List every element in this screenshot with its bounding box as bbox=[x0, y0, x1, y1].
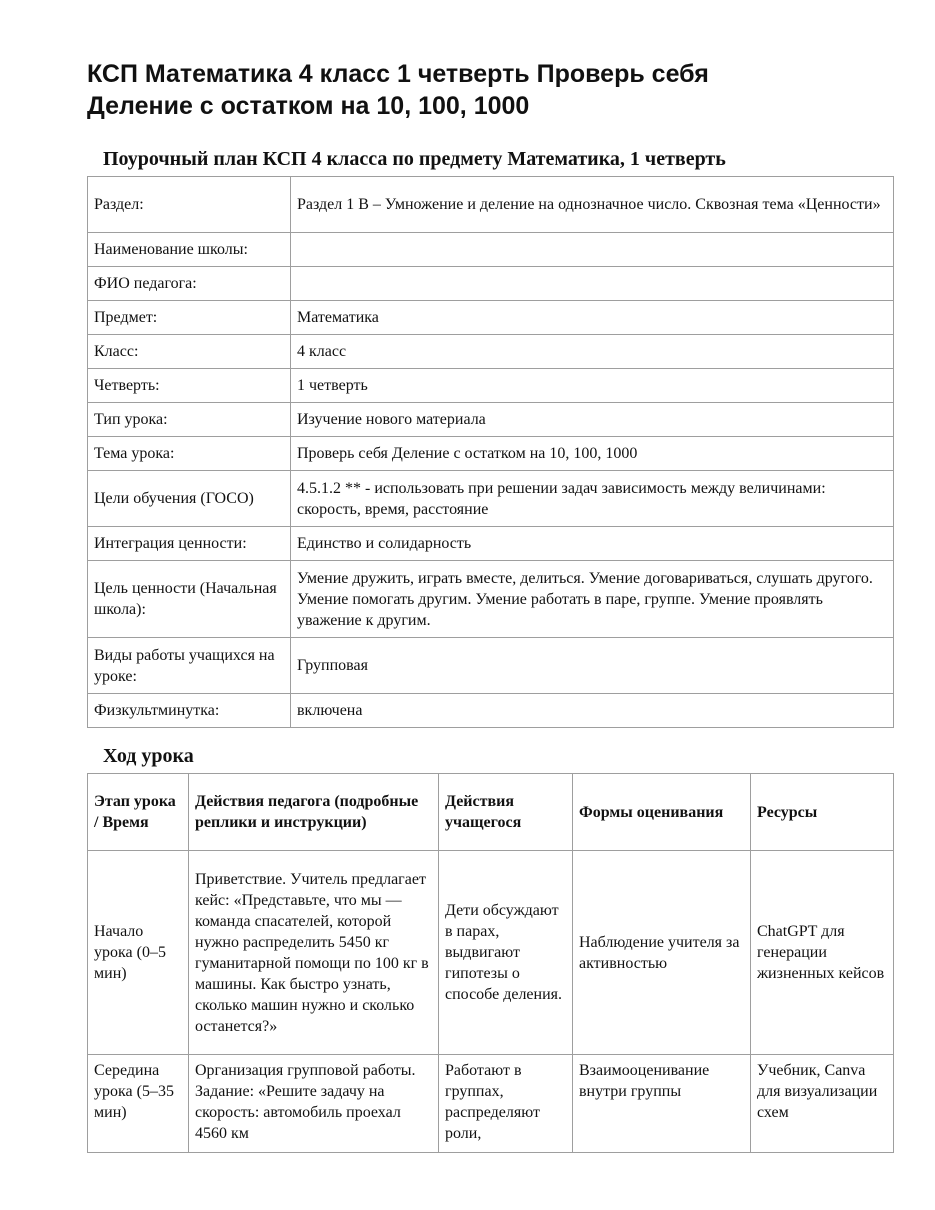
teacher-actions-cell: Организация групповой работы. Задание: «Решите задачу на скорость: автомобиль проехал 4560 км bbox=[189, 1055, 439, 1153]
plan-label: Тип урока: bbox=[88, 403, 291, 437]
assessment-cell: Взаимооценивание внутри группы bbox=[573, 1055, 751, 1153]
plan-value: Групповая bbox=[291, 638, 894, 694]
column-header-stage: Этап урока / Время bbox=[88, 774, 189, 851]
teacher-actions-cell: Приветствие. Учитель предлагает кейс: «Представьте, что мы — команда спасателей, которой нужно распределить 5450 кг гуманитарной помощи по 100 кг в машины. Как быстро узнать, сколько машин нужно и сколько останется?» bbox=[189, 851, 439, 1055]
table-row bbox=[88, 233, 894, 267]
table-row bbox=[88, 437, 894, 471]
document-title-line-1: КСП Математика 4 класс 1 четверть Проверь себя bbox=[87, 60, 709, 88]
plan-label: Цели обучения (ГОСО) bbox=[88, 471, 291, 527]
table-row bbox=[88, 301, 894, 335]
document-page bbox=[87, 58, 893, 1153]
plan-heading: Поурочный план КСП 4 класса по предмету Математика, 1 четверть bbox=[103, 148, 726, 170]
table-row bbox=[88, 527, 894, 561]
table-row bbox=[88, 638, 894, 694]
plan-value: Единство и солидарность bbox=[291, 527, 894, 561]
column-header-resources: Ресурсы bbox=[751, 774, 894, 851]
document-title-line-2: Деление с остатком на 10, 100, 1000 bbox=[87, 92, 530, 120]
plan-label: Класс: bbox=[88, 335, 291, 369]
student-actions-cell: Работают в группах, распределяют роли, bbox=[439, 1055, 573, 1153]
plan-label: ФИО педагога: bbox=[88, 267, 291, 301]
plan-value: Раздел 1 В – Умножение и деление на однозначное число. Сквозная тема «Ценности» bbox=[291, 177, 894, 233]
plan-value: Изучение нового материала bbox=[291, 403, 894, 437]
plan-value bbox=[291, 267, 894, 301]
table-row bbox=[88, 335, 894, 369]
plan-value: Проверь себя Деление с остатком на 10, 100, 1000 bbox=[291, 437, 894, 471]
column-header-student: Действия учащегося bbox=[439, 774, 573, 851]
plan-label: Наименование школы: bbox=[88, 233, 291, 267]
document-title bbox=[87, 58, 893, 122]
table-row bbox=[88, 177, 894, 233]
resources-cell: ChatGPT для генерации жизненных кейсов bbox=[751, 851, 894, 1055]
plan-label: Четверть: bbox=[88, 369, 291, 403]
table-row bbox=[88, 471, 894, 527]
plan-label: Физкультминутка: bbox=[88, 694, 291, 728]
table-row bbox=[88, 267, 894, 301]
column-header-teacher: Действия педагога (подробные реплики и инструкции) bbox=[189, 774, 439, 851]
plan-label: Предмет: bbox=[88, 301, 291, 335]
table-row bbox=[88, 694, 894, 728]
table-row bbox=[88, 1055, 894, 1153]
plan-value: Умение дружить, играть вместе, делиться. Умение договариваться, слушать другого. Умение помогать другим. Умение работать в паре, группе. Умение проявлять уважение к другим. bbox=[291, 561, 894, 638]
plan-value: 4 класс bbox=[291, 335, 894, 369]
plan-label: Цель ценности (Начальная школа): bbox=[88, 561, 291, 638]
plan-label: Виды работы учащихся на уроке: bbox=[88, 638, 291, 694]
resources-cell: Учебник, Canva для визуализации схем bbox=[751, 1055, 894, 1153]
stage-cell: Середина урока (5–35 мин) bbox=[88, 1055, 189, 1153]
lesson-course-table bbox=[87, 773, 894, 1153]
plan-value: Математика bbox=[291, 301, 894, 335]
assessment-cell: Наблюдение учителя за активностью bbox=[573, 851, 751, 1055]
plan-value: 4.5.1.2 ** - использовать при решении задач зависимость между величинами: скорость, время, расстояние bbox=[291, 471, 894, 527]
plan-label: Тема урока: bbox=[88, 437, 291, 471]
table-header-row bbox=[88, 774, 894, 851]
plan-value: 1 четверть bbox=[291, 369, 894, 403]
table-row bbox=[88, 561, 894, 638]
lesson-plan-table bbox=[87, 176, 894, 728]
student-actions-cell: Дети обсуждают в парах, выдвигают гипотезы о способе деления. bbox=[439, 851, 573, 1055]
table-row bbox=[88, 851, 894, 1055]
table-row bbox=[88, 369, 894, 403]
table-row bbox=[88, 403, 894, 437]
stage-cell: Начало урока (0–5 мин) bbox=[88, 851, 189, 1055]
plan-label: Раздел: bbox=[88, 177, 291, 233]
course-heading: Ход урока bbox=[103, 745, 194, 767]
plan-value bbox=[291, 233, 894, 267]
column-header-assessment: Формы оценивания bbox=[573, 774, 751, 851]
plan-value: включена bbox=[291, 694, 894, 728]
plan-label: Интеграция ценности: bbox=[88, 527, 291, 561]
